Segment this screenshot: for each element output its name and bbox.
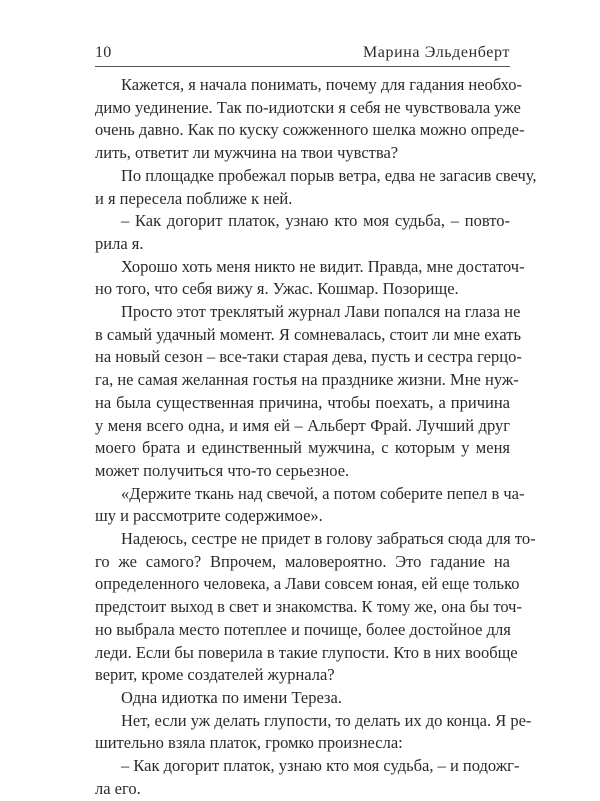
page-number: 10	[95, 44, 112, 61]
text-line: леди. Если бы поверила в такие глупости. Кто в них вообще	[95, 642, 518, 662]
paragraph	[95, 301, 522, 483]
text-line: лить, ответит ли мужчина на твои чувства?	[95, 143, 399, 163]
text-line: го же самого? Впрочем, маловероятно. Это гадание на	[95, 551, 510, 571]
text-line: Хорошо хоть меня никто не видит. Правда, мне достаточ-	[121, 256, 525, 276]
paragraph	[95, 528, 536, 687]
paragraph	[95, 210, 510, 255]
text-line: ла его.	[95, 778, 141, 798]
paragraph	[95, 710, 532, 755]
paragraph	[95, 755, 520, 800]
paragraph	[95, 165, 537, 210]
text-line: у меня всего одна, и имя ей – Альберт Фрай. Лучший друг	[95, 415, 510, 435]
paragraph	[95, 483, 525, 528]
text-line: – Как догорит платок, узнаю кто моя судьба, – повто-	[121, 211, 510, 231]
text-line: шу и рассмотрите содержимое».	[95, 506, 323, 526]
text-line: Кажется, я начала понимать, почему для гадания необхо-	[121, 75, 522, 94]
text-line: га, не самая желанная гостья на празднике жизни. Мне нуж-	[95, 370, 519, 390]
text-line: на новый сезон – все-таки старая дева, пусть и сестра герцо-	[95, 347, 522, 367]
text-line: на была существенная причина, чтобы поехать, а причина	[95, 392, 510, 412]
text-line: определенного человека, а Лави совсем юная, ей еще только	[95, 574, 520, 594]
text-line: очень давно. Как по куску сожженного шелка можно опреде-	[95, 120, 525, 140]
text-line: Просто этот треклятый журнал Лави попался на глаза не	[121, 302, 521, 322]
text-line: Нет, если уж делать глупости, то делать их до конца. Я ре-	[121, 710, 532, 730]
text-line: но того, что себя вижу я. Ужас. Кошмар. Позорище.	[95, 279, 459, 299]
text-line: моего брата и единственный мужчина, с которым у меня	[95, 438, 510, 458]
text-line: предстоит выход в свет и знакомства. К тому же, она бы точ-	[95, 597, 522, 617]
text-line: Одна идиотка по имени Тереза.	[121, 687, 342, 707]
text-line: «Держите ткань над свечой, а потом соберите пепел в ча-	[121, 483, 525, 503]
running-header	[95, 42, 510, 67]
text-line: но выбрала место потеплее и почище, более достойное для	[95, 619, 511, 639]
text-line: может получиться что-то серьезное.	[95, 460, 350, 480]
text-line: – Как догорит платок, узнаю кто моя судьба, – и подожг-	[121, 756, 520, 776]
paragraph	[95, 687, 510, 710]
paragraph	[95, 74, 525, 165]
text-line: Надеюсь, сестре не придет в голову забраться сюда для то-	[121, 529, 536, 549]
text-line: шительно взяла платок, громко произнесла:	[95, 733, 403, 753]
text-line: верит, кроме создателей журнала?	[95, 665, 335, 685]
text-line: димо уединение. Так по-идиотски я себя не чувствовала уже	[95, 97, 521, 117]
text-line: и я пересела поближе к ней.	[95, 188, 293, 208]
text-line: в самый удачный момент. Я сомневалась, стоит ли мне ехать	[95, 324, 521, 344]
author-name: Марина Эльденберт	[362, 44, 510, 61]
body-text	[95, 74, 537, 801]
paragraph	[95, 256, 525, 301]
text-line: рила я.	[95, 233, 144, 253]
text-line: По площадке пробежал порыв ветра, едва не загасив свечу,	[121, 165, 537, 185]
